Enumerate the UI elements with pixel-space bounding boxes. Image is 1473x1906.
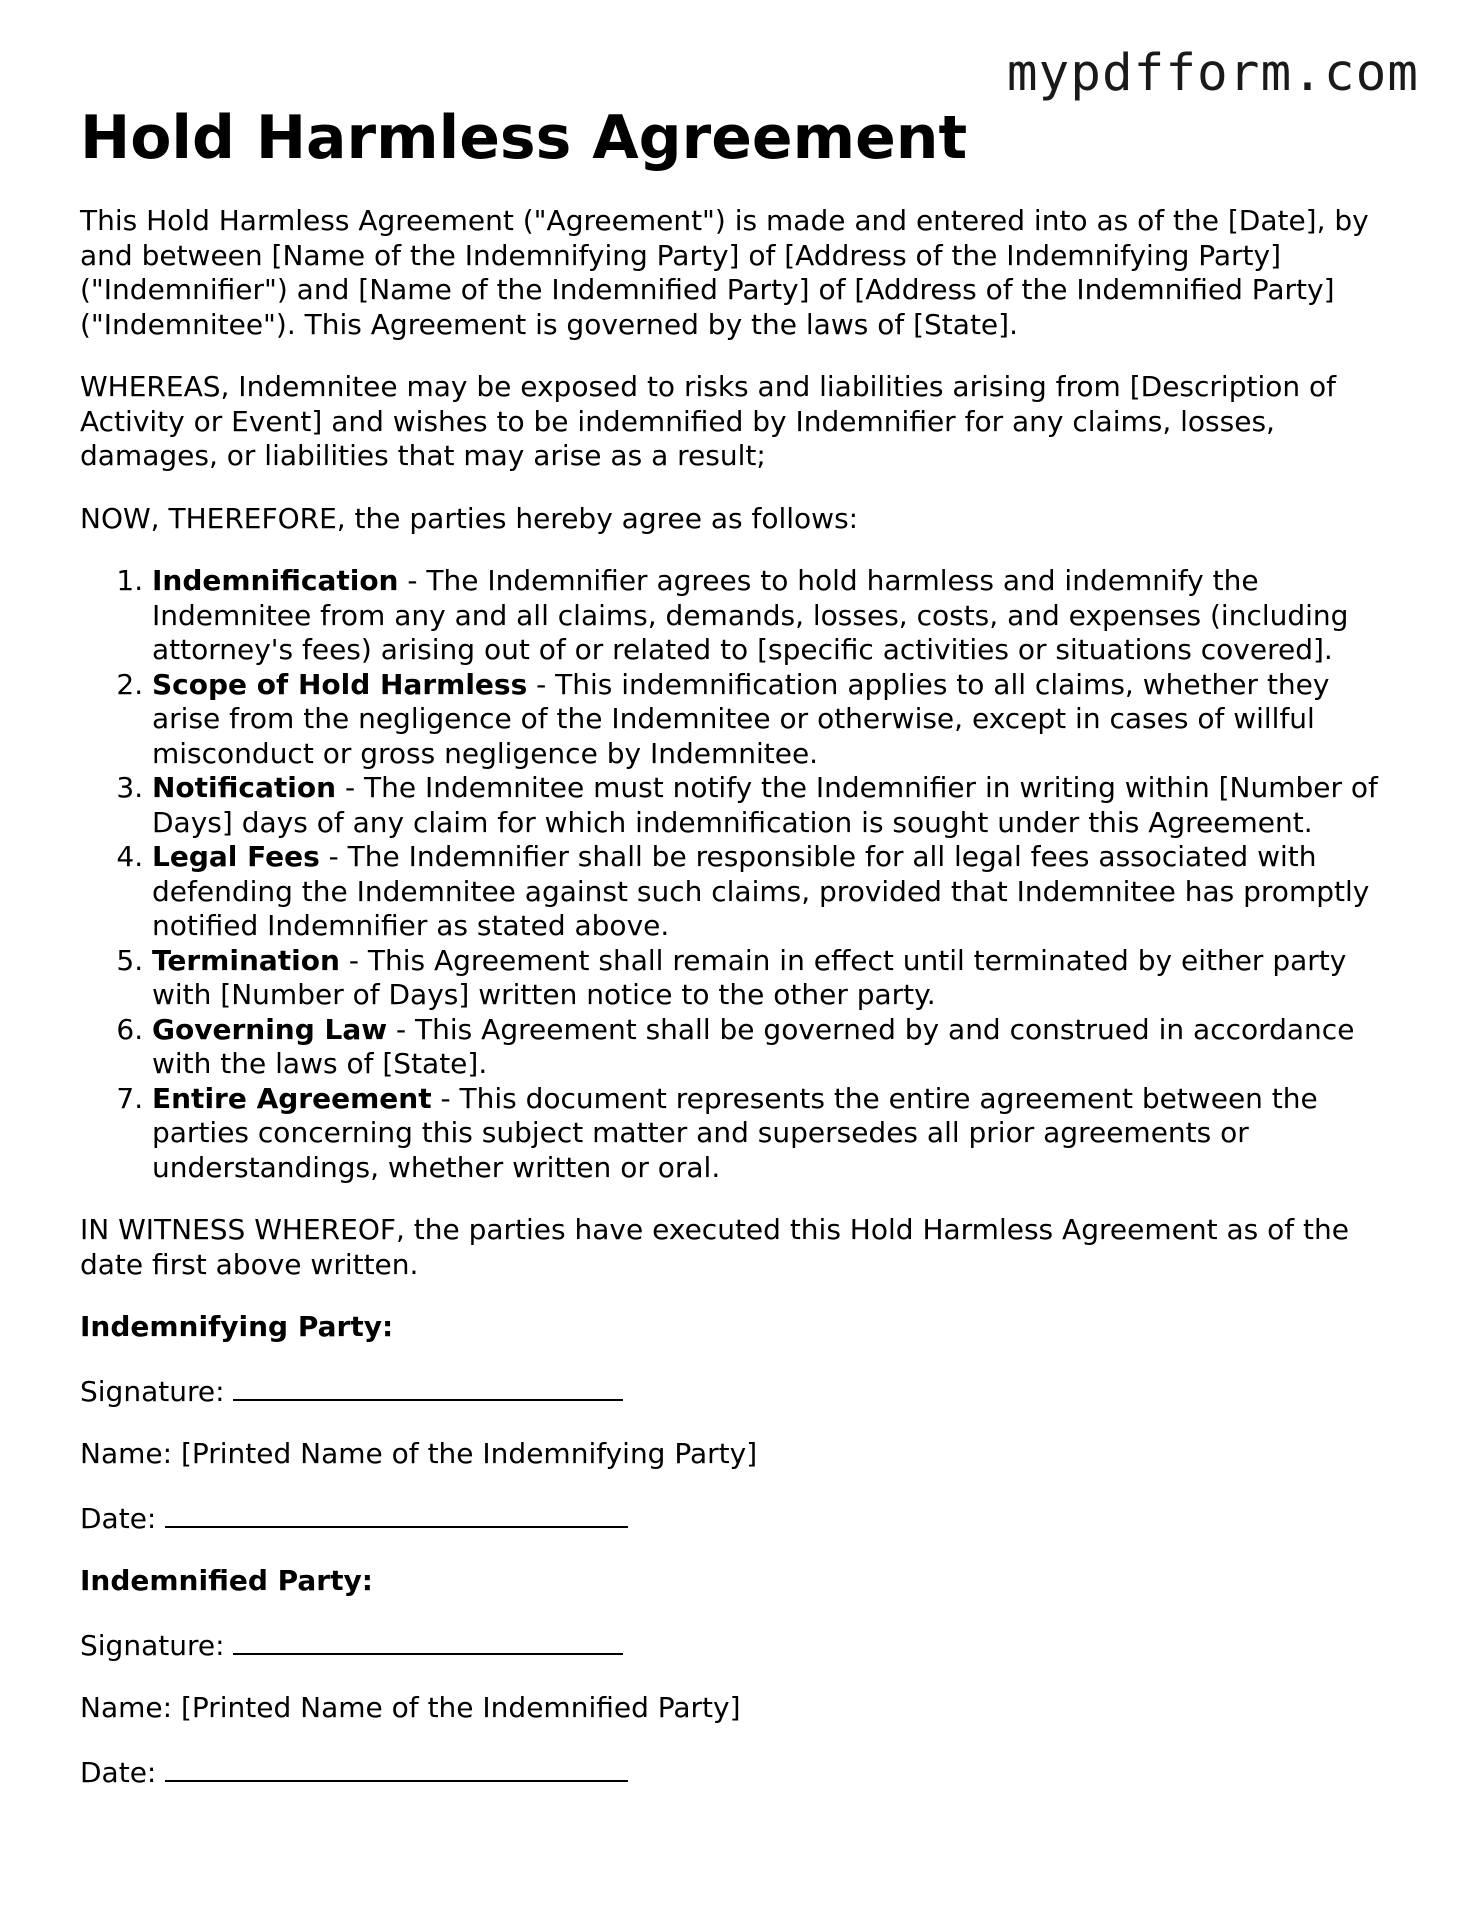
clause-text: - The Indemnifier agrees to hold harmless and indemnify the Indemnitee from any and all claims, demands, losses, costs, and expenses (including attorney's fees) arising out of or related to [specific activities or situations covered]. [152, 564, 1349, 666]
clause-item [152, 668, 1400, 772]
indemnified-signature-field[interactable] [233, 1627, 623, 1655]
document-title: Hold Harmless Agreement [80, 103, 968, 173]
clause-term: Legal Fees [152, 840, 320, 873]
clause-text: - This Agreement shall be governed by and construed in accordance with the laws of [State]. [152, 1012, 1355, 1080]
clause-text: - This indemnification applies to all claims, whether they arise from the negligence of the Indemnitee or otherwise, except in cases of willful misconduct or gross negligence by Indemnitee. [152, 667, 1330, 770]
clause-text: - This document represents the entire agreement between the parties concerning this subject matter and supersedes all prior agreements or understandings, whether written or oral. [152, 1081, 1318, 1184]
clause-item [152, 564, 1400, 668]
watermark-text: mypdfform.com [1006, 44, 1419, 103]
indemnified-date-row [80, 1754, 1400, 1791]
clause-item [152, 1013, 1400, 1082]
indemnifying-date-field[interactable] [165, 1500, 628, 1528]
indemnified-party-heading: Indemnified Party: [80, 1564, 373, 1597]
agreement-body [80, 102, 1400, 1818]
now-therefore-paragraph: NOW, THEREFORE, the parties hereby agree as follows: [80, 501, 859, 535]
signature-label: Signature: [80, 1374, 225, 1408]
clause-term: Governing Law [152, 1012, 388, 1046]
signature-label: Signature: [80, 1628, 225, 1662]
indemnifying-signature-row [80, 1373, 1400, 1410]
indemnifying-date-row [80, 1500, 1400, 1537]
witness-paragraph: IN WITNESS WHEREOF, the parties have executed this Hold Harmless Agreement as of the date first above written. [80, 1213, 1349, 1281]
date-label: Date: [80, 1755, 157, 1789]
clause-item [152, 840, 1400, 944]
clause-term: Termination [152, 943, 340, 977]
clause-item [152, 944, 1400, 1013]
indemnifying-name-line: Name: [Printed Name of the Indemnifying Party] [80, 1437, 758, 1470]
clause-item [152, 771, 1400, 840]
indemnified-name-line: Name: [Printed Name of the Indemnified Party] [80, 1691, 741, 1724]
clause-term: Indemnification [152, 564, 399, 597]
intro-paragraph: This Hold Harmless Agreement ("Agreement") is made and entered into as of the [Date], by and between [Name of the Indemnifying Party] of [Address of the Indemnifying Party] ("Indemnifier") and [Name of the Indemnified Party] of [Address of the Indemnified Party] ("Indemnitee"). This Agreement is governed by the laws of [State]. [80, 204, 1369, 341]
clause-text: - The Indemnitee must notify the Indemnifier in writing within [Number of Days] days of any claim for which indemnification is sought under this Agreement. [152, 771, 1378, 839]
date-label: Date: [80, 1501, 157, 1535]
clause-item [152, 1082, 1400, 1186]
whereas-paragraph: WHEREAS, Indemnitee may be exposed to risks and liabilities arising from [Description of Activity or Event] and wishes to be indemnified by Indemnifier for any claims, losses, damages, or liabilities that may arise as a result; [80, 370, 1336, 472]
clauses-list [80, 564, 1400, 1185]
clause-term: Entire Agreement [152, 1081, 432, 1115]
indemnified-signature-row [80, 1627, 1400, 1664]
clause-term: Scope of Hold Harmless [152, 667, 528, 701]
indemnifying-party-heading: Indemnifying Party: [80, 1310, 394, 1343]
indemnified-date-field[interactable] [165, 1754, 628, 1782]
clause-text: - This Agreement shall remain in effect until terminated by either party with [Number of Days] written notice to the other party. [152, 943, 1347, 1011]
indemnifying-signature-field[interactable] [233, 1373, 623, 1401]
clause-term: Notification [152, 771, 337, 804]
clause-text: - The Indemnifier shall be responsible for all legal fees associated with defending the Indemnitee against such claims, provided that Indemnitee has promptly notified Indemnifier as stated above. [152, 840, 1370, 942]
